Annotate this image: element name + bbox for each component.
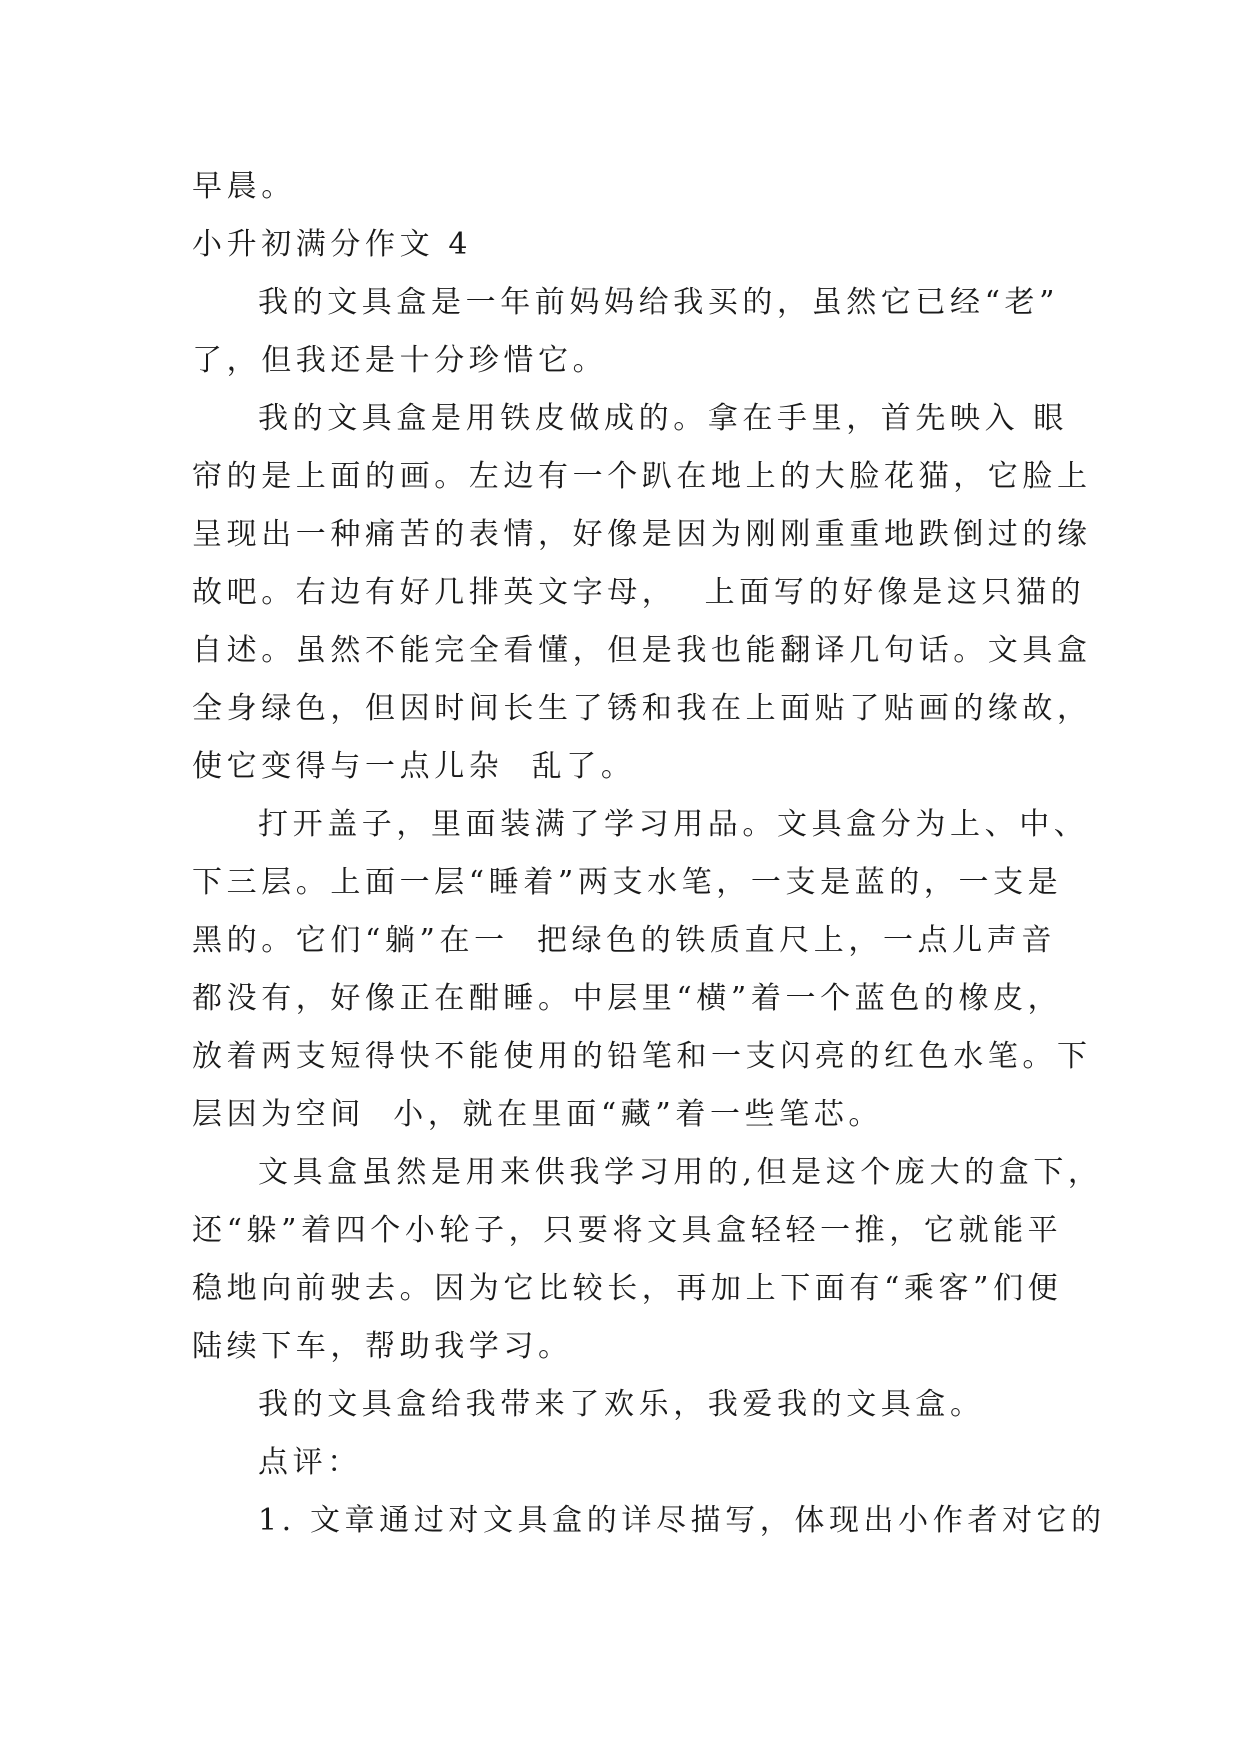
paragraph-line: 自述。虽然不能完全看懂，但是我也能翻译几句话。文具盒 — [192, 633, 1092, 668]
paragraph-line: 稳地向前驶去。因为它比较长，再加上下面有“乘客”们便 — [192, 1271, 1063, 1306]
text-line: 早晨。 — [192, 169, 296, 204]
essay-title: 小升初满分作文 4 — [192, 227, 473, 262]
document-page — [192, 158, 1106, 1550]
paragraph-line: 故吧。右边有好几排英文字母， 上面写的好像是这只猫的 — [192, 575, 1086, 610]
comment-heading: 点评： — [258, 1445, 362, 1480]
paragraph-line: 了，但我还是十分珍惜它。 — [192, 343, 608, 378]
paragraph-line: 我的文具盒是用铁皮做成的。拿在手里，首先映入 眼 — [258, 401, 1068, 436]
paragraph-line: 我的文具盒给我带来了欢乐，我爱我的文具盒。 — [258, 1387, 985, 1422]
paragraph-line: 黑的。它们“躺”在一 把绿色的铁质直尺上，一点儿声音 — [192, 923, 1056, 958]
paragraph-line: 都没有，好像正在酣睡。中层里“横”着一个蓝色的橡皮， — [192, 981, 1063, 1016]
paragraph-line: 我的文具盒是一年前妈妈给我买的，虽然它已经“老” — [258, 285, 1060, 320]
paragraph-line: 放着两支短得快不能使用的铅笔和一支闪亮的红色水笔。下 — [192, 1039, 1092, 1074]
comment-line: 1. 文章通过对文具盒的详尽描写，体现出小作者对它的 — [258, 1503, 1106, 1538]
paragraph-line: 呈现出一种痛苦的表情，好像是因为刚刚重重地跌倒过的缘 — [192, 517, 1092, 552]
paragraph-line: 打开盖子，里面装满了学习用品。文具盒分为上、中、 — [258, 807, 1089, 842]
paragraph-line: 还“躲”着四个小轮子，只要将文具盒轻轻一推，它就能平 — [192, 1213, 1063, 1248]
paragraph-line: 全身绿色，但因时间长生了锈和我在上面贴了贴画的缘故， — [192, 691, 1092, 726]
paragraph-line: 使它变得与一点儿杂 乱了。 — [192, 749, 636, 784]
paragraph-line: 文具盒虽然是用来供我学习用的,但是这个庞大的盒下， — [258, 1155, 1103, 1190]
paragraph-line: 层因为空间 小，就在里面“藏”着一些笔芯。 — [192, 1097, 883, 1132]
paragraph-line: 陆续下车，帮助我学习。 — [192, 1329, 573, 1364]
paragraph-line: 帘的是上面的画。左边有一个趴在地上的大脸花猫，它脸上 — [192, 459, 1092, 494]
paragraph-line: 下三层。上面一层“睡着”两支水笔，一支是蓝的，一支是 — [192, 865, 1063, 900]
